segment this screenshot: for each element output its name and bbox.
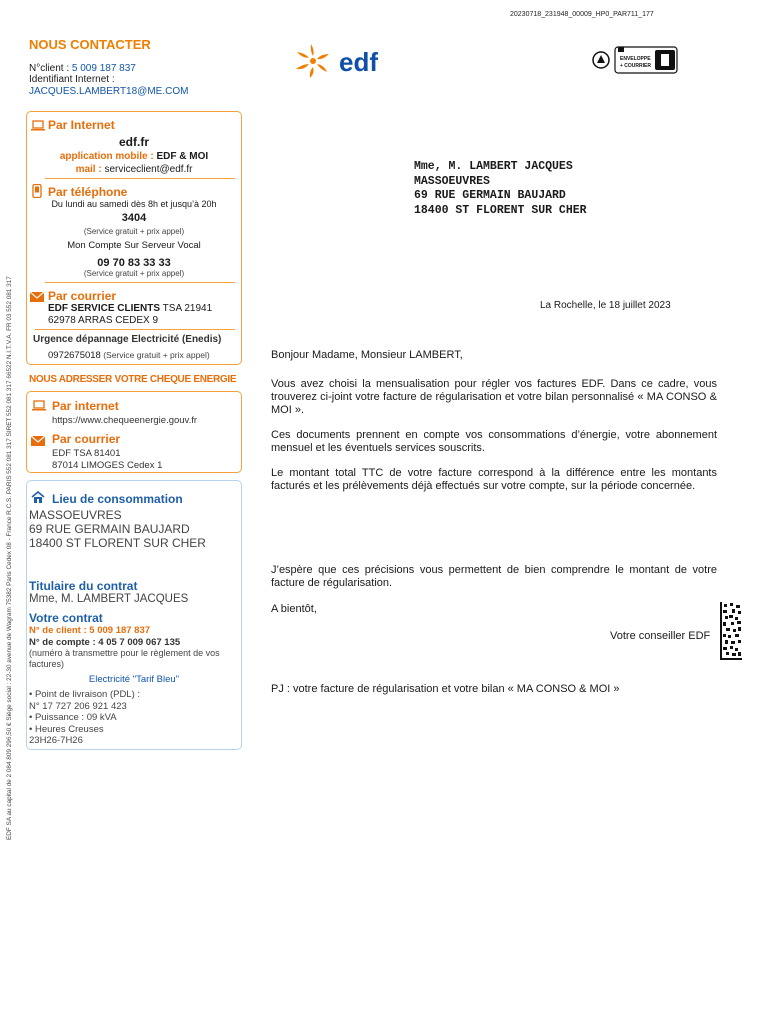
urgence-number[interactable]: 0972675018 (48, 350, 101, 361)
pdl-value: N° 17 727 206 921 423 (29, 700, 127, 712)
phone-note-2: (Service gratuit + prix appel) (83, 269, 185, 278)
closing: A bientôt, (271, 603, 317, 615)
datamatrix-code (720, 602, 742, 665)
holder-title: Titulaire du contrat (29, 579, 138, 593)
contract-account-line: N° de compte : 4 05 7 009 067 135 (29, 637, 181, 648)
contract-title: Votre contrat (29, 611, 103, 625)
greeting: Bonjour Madame, Monsieur LAMBERT, (271, 349, 463, 361)
holder-name: Mme, M. LAMBERT JACQUES (29, 593, 189, 605)
divider (45, 282, 235, 283)
cheque-internet-title: Par internet (52, 399, 119, 413)
svg-text:ENVELOPPE: ENVELOPPE (620, 56, 651, 62)
offer-name: Electricité "Tarif Bleu" (88, 674, 180, 685)
urgence-title: Urgence dépannage Electricité (Enedis) (33, 334, 222, 345)
app-line: application mobile : EDF & MOI (59, 151, 209, 162)
svg-text:edf: edf (339, 47, 378, 77)
cheque-mail-line-1: EDF TSA 81401 (52, 448, 121, 459)
site-address: MASSOEUVRES 69 RUE GERMAIN BAUJARD 18400 ST FLORENT SUR CHER (29, 508, 206, 550)
date-line: La Rochelle, le 18 juillet 2023 (540, 300, 671, 311)
urgence-line: 0972675018 (Service gratuit + prix appel) (48, 350, 210, 361)
mail-title: Par courrier (48, 289, 117, 303)
envelope-icon (30, 289, 44, 307)
mail-address-line-1: EDF SERVICE CLIENTS TSA 21941 (48, 303, 213, 314)
laptop-icon (32, 398, 46, 416)
paragraph-2: Ces documents prennent en compte vos consommations d’énergie, votre abonnement mensuel et les éventuels services souscrits. (271, 429, 717, 454)
legal-side-text: EDF SA au capital de 2 084 809 296,50 € Siège social : 22-30 avenue de Wagram 75382 Paris Cedex 08 - France R.C.S. PARIS 552 081 317 SIRET 552 081 317 66522 N.I.T.V.A. FR 03 552 081 317 (6, 276, 13, 840)
mail-address-line-2: 62978 ARRAS CEDEX 9 (48, 315, 159, 326)
off-peak: • Heures Creuses (29, 723, 104, 735)
phone-note-1: (Service gratuit + prix appel) (83, 227, 185, 236)
cheque-mail-line-2: 87014 LIMOGES Cedex 1 (52, 460, 163, 471)
laptop-icon (31, 118, 45, 136)
contract-box (26, 480, 242, 750)
svg-text:+ COURRIER: + COURRIER (620, 63, 651, 69)
divider (35, 329, 235, 330)
phone-hours: Du lundi au samedi dès 8h et jusqu’à 20h (51, 199, 217, 209)
phone-number-1[interactable]: 3404 (121, 212, 147, 224)
account-note: (numéro à transmettre pour le règlement de vos factures) (29, 648, 220, 669)
house-icon (31, 491, 45, 509)
client-number: 5 009 187 837 (71, 63, 136, 74)
mail-line: mail : serviceclient@edf.fr (75, 164, 193, 175)
cheque-box (26, 391, 242, 473)
document-reference: 20230718_231948_00009_HP0_PAR711_177 (510, 11, 654, 18)
signature: Votre conseiller EDF (610, 630, 711, 642)
paragraph-3: Le montant total TTC de votre facture correspond à la différence entre les montants facturés et les prélèvements déjà effectués sur votre compte, sur la période concernée. (271, 467, 717, 492)
edf-sun-icon (293, 42, 408, 80)
envelope-icon (31, 433, 45, 451)
site-link[interactable]: edf.fr (119, 135, 149, 149)
pdl-label: • Point de livraison (PDL) : (29, 689, 141, 700)
site-title: Lieu de consommation (52, 492, 183, 506)
phone-number-2[interactable]: 09 70 83 33 33 (97, 257, 171, 269)
internet-title: Par Internet (48, 118, 115, 132)
mail-link[interactable]: serviceclient@edf.fr (104, 164, 193, 175)
paragraph-4: J’espère que ces précisions vous permettent de bien comprendre le montant de votre facture de régularisation. (271, 564, 717, 589)
edf-logo (293, 42, 408, 85)
attachment-note: PJ : votre facture de régularisation et votre bilan « MA CONSO & MOI » (271, 683, 620, 695)
client-number-line: N°client : 5 009 187 837 (29, 63, 136, 74)
cheque-mail-title: Par courrier (52, 432, 121, 446)
contract-client-line: N° de client : 5 009 187 837 (29, 625, 151, 636)
phone-title: Par téléphone (48, 185, 128, 199)
contact-title: NOUS CONTACTER (29, 37, 151, 52)
recycling-labels (591, 45, 681, 80)
power: • Puissance : 09 kVA (29, 712, 117, 723)
paragraph-1: Vous avez choisi la mensualisation pour régler vos factures EDF. Dans ce cadre, vous trouverez ci-joint votre facture de régularisation et votre bilan personnalisé « MA CONSO & MOI ». (271, 378, 717, 416)
vocal-label: Mon Compte Sur Serveur Vocal (67, 240, 201, 251)
cheque-title: NOUS ADRESSER VOTRE CHEQUE ENERGIE (29, 374, 237, 385)
contact-box (26, 111, 242, 365)
cheque-url[interactable]: https://www.chequeenergie.gouv.fr (52, 415, 198, 426)
internet-id[interactable]: JACQUES.LAMBERT18@ME.COM (29, 86, 189, 97)
contract-details (29, 689, 140, 747)
divider (45, 178, 235, 179)
recipient-address: Mme, M. LAMBERT JACQUES MASSOEUVRES 69 RUE GERMAIN BAUJARD 18400 ST FLORENT SUR CHER (414, 160, 587, 217)
off-peak-hours: 23H26-7H26 (29, 735, 83, 746)
internet-id-label: Identifiant Internet : (29, 74, 115, 85)
